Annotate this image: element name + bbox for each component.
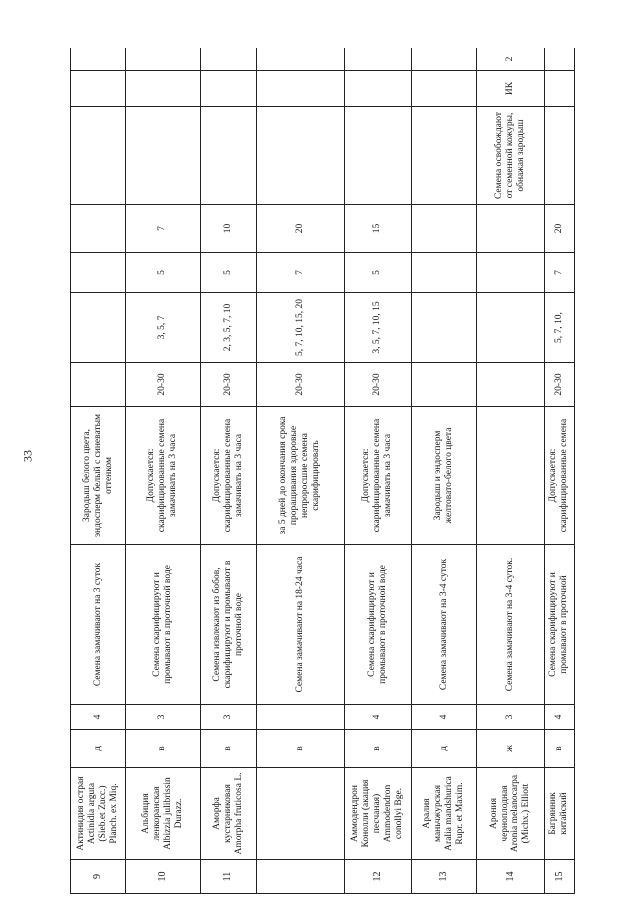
table-cell-c8 [477,253,545,293]
table-cell-c11 [411,71,476,107]
table-cell-days: 2, 3, 5, 7, 10 [200,293,256,363]
table-cell-c10 [200,107,256,205]
table-cell-c9 [411,205,476,253]
table-cell-c8: 7 [256,253,344,293]
table-cell-assess: Допускается: скарифицированные семена замачивать на 3 часа [344,407,411,545]
table-cell-temp: 20-30 [126,363,200,407]
table-cell-name: Альбиция ленкоранская Albizzia julibrissin Durazz. [126,768,200,860]
table-cell-days: 3, 5, 7, 10, 15 [344,293,411,363]
table-cell-temp [71,363,126,407]
table-cell-c12 [411,48,476,71]
table-cell-c8: 5 [200,253,256,293]
table-cell-prep: Семена извлекают из бобов, скарифицируют и промывают в проточной воде [200,545,256,705]
table-cell-prep: Семена замачивают на 3-4 суток [411,545,476,705]
page-number: 33 [20,450,35,462]
table-cell-c9: 7 [126,205,200,253]
table-row [71,48,126,894]
table-cell-c8: 7 [544,253,574,293]
table-cell-c9 [477,205,545,253]
table-cell-c3: 4 [344,705,411,730]
table-cell-prep: Семена скарифицируют и промывают в проточной воде [344,545,411,705]
table-cell-c11 [344,71,411,107]
table-cell-c2: в [256,730,344,768]
table-cell-c9 [71,205,126,253]
table-cell-c3 [256,705,344,730]
table-cell-assess: Зародыш белого цвета, эндосперм белый с синеватым оттенком [71,407,126,545]
table-cell-c10 [544,107,574,205]
table-cell-c3: 3 [200,705,256,730]
table-cell-c11 [126,71,200,107]
table-cell-n: 10 [126,860,200,894]
table-cell-c10 [344,107,411,205]
table-cell-c9: 10 [200,205,256,253]
table-cell-c12 [126,48,200,71]
table-cell-c3: 4 [71,705,126,730]
table-cell-temp: 20-30 [200,363,256,407]
table-cell-name: Багрянник китайский [544,768,574,860]
table-cell-days [71,293,126,363]
table-cell-days: 3, 5, 7 [126,293,200,363]
table-cell-assess: за 5 дней до окончания срока проращивания здоровые непроросшие семена скарифицировать [256,407,344,545]
table-cell-c2: в [544,730,574,768]
rotated-table-wrapper [70,48,575,894]
table-cell-temp: 20-30 [256,363,344,407]
table-row [411,48,476,894]
table-cell-days [411,293,476,363]
table-cell-name: Аморфа кустарниковая Amorpha fruticosa L. [200,768,256,860]
table-cell-n: 15 [544,860,574,894]
table-cell-n: 9 [71,860,126,894]
table-cell-c10 [256,107,344,205]
table-cell-prep: Семена скарифицируют и промывают в проточной [544,545,574,705]
table-cell-name [256,768,344,860]
table-cell-name: Аммодендрон Конолли (акация песчаная) Ammodendron conollyi Bge. [344,768,411,860]
table-cell-n: 11 [200,860,256,894]
table-row [477,48,545,894]
table-cell-n: 13 [411,860,476,894]
table-cell-c9: 15 [344,205,411,253]
table-cell-assess [477,407,545,545]
table-cell-c9: 20 [256,205,344,253]
table-cell-c3: 3 [126,705,200,730]
table-cell-c8 [71,253,126,293]
table-cell-c2: д [411,730,476,768]
table-cell-c9: 20 [544,205,574,253]
table-cell-c11 [71,71,126,107]
table-cell-c2: в [200,730,256,768]
table-cell-c8: 5 [126,253,200,293]
table-cell-c11 [544,71,574,107]
table-cell-c10 [411,107,476,205]
table-row [544,48,574,894]
table-cell-c12 [256,48,344,71]
table-cell-c3: 3 [477,705,545,730]
table-cell-days [477,293,545,363]
table-cell-prep: Семена замачивают на 3 суток [71,545,126,705]
table-cell-prep: Семена скарифицируют и промывают в проточной воде [126,545,200,705]
table-cell-c12 [71,48,126,71]
table-cell-name: Аралия маньчжурская Aralia mandshurica Rupr. et Maxim. [411,768,476,860]
table-cell-c3: 4 [544,705,574,730]
table-cell-prep: Семена замачивают на 3-4 суток. [477,545,545,705]
table-cell-c8: 5 [344,253,411,293]
table-cell-c8 [411,253,476,293]
table-cell-c10: Семена освобождают от семенной кожуры, обнажая зародыш [477,107,545,205]
table-cell-prep: Семена замачивают на 18-24 часа [256,545,344,705]
table-cell-temp [411,363,476,407]
table-cell-c10 [71,107,126,205]
table-row [200,48,256,894]
table-cell-c2: д [71,730,126,768]
table-cell-days: 5, 7, 10, 15, 20 [256,293,344,363]
table-row [344,48,411,894]
table-cell-assess: Зародыш и эндосперм желтовато-белого цвета [411,407,476,545]
table-cell-n [256,860,344,894]
table-cell-c11 [200,71,256,107]
seed-testing-table [70,48,575,894]
table-cell-c12 [344,48,411,71]
table-cell-c11 [256,71,344,107]
table-cell-c2: в [344,730,411,768]
table-cell-c11: ИК [477,71,545,107]
table-cell-c12: 2 [477,48,545,71]
table-cell-c12 [544,48,574,71]
table-cell-c3: 4 [411,705,476,730]
table-cell-days: 5, 7, 10, [544,293,574,363]
table-cell-temp: 20-30 [344,363,411,407]
table-cell-c10 [126,107,200,205]
table-cell-n: 12 [344,860,411,894]
table-row [126,48,200,894]
table-cell-c12 [200,48,256,71]
table-cell-assess: Допускается: скарифицированные семена замачивать на 3 часа [126,407,200,545]
table-stage [70,48,575,894]
table-cell-c2: ж [477,730,545,768]
table-cell-assess: Допускается: скарифицированные семена замачивать на 3 часа [200,407,256,545]
table-cell-temp: 20-30 [544,363,574,407]
table-cell-assess: Допускается: скарифицированные семена [544,407,574,545]
table-cell-c2: в [126,730,200,768]
table-row [256,48,344,894]
table-cell-name: Актинидия острая Actinidia arguta (Sieb.et Zucc.) Planch. ex Miq. [71,768,126,860]
table-cell-n: 14 [477,860,545,894]
table-cell-temp [477,363,545,407]
table-cell-name: Арония черноплодная Aronia melanocarpa (Michx.) Elliott [477,768,545,860]
